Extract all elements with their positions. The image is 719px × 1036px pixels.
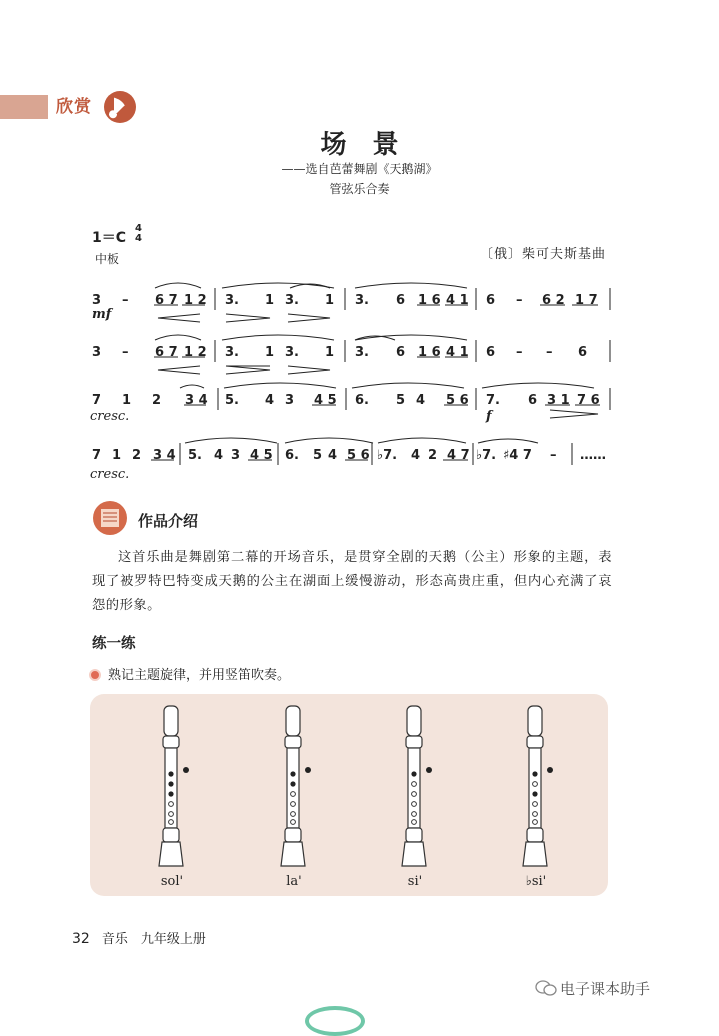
svg-text:5: 5 (313, 448, 323, 463)
svg-text:♭7.: ♭7. (377, 448, 398, 463)
svg-text:4: 4 (416, 393, 426, 408)
note-label: sol' (160, 874, 184, 889)
svg-text:1: 1 (265, 345, 275, 360)
svg-text:–: – (122, 345, 129, 360)
svg-text:7: 7 (92, 448, 102, 463)
svg-text:4: 4 (411, 448, 421, 463)
score-icon (92, 500, 128, 536)
svg-text:6: 6 (486, 293, 496, 308)
ending-ellipsis: …… (580, 448, 606, 463)
svg-text:5.: 5. (188, 448, 202, 463)
composer: 〔俄〕柴可夫斯基曲 (480, 247, 607, 262)
svg-text:6: 6 (578, 345, 588, 360)
intro-text: 这首乐曲是舞剧第二幕的开场音乐，是贯穿全剧的天鹅（公主）形象的主题，表现了被罗特巴特变成天鹅的公主在湖面上缓慢游动，形态高贵庄重，但内心充满了哀怨的形象。 (92, 550, 612, 613)
recorder-icon (516, 704, 556, 874)
section-label: 欣赏 (56, 97, 92, 117)
svg-text:6.: 6. (355, 393, 369, 408)
note-label: la' (286, 874, 302, 889)
dynamic-cresc: cresc. (90, 409, 130, 424)
recorder-icon (152, 704, 192, 874)
svg-text:1: 1 (265, 293, 275, 308)
wechat-icon (535, 979, 557, 997)
dynamic-f: f (486, 409, 492, 424)
dynamic-mf: mf (92, 307, 112, 322)
svg-text:4: 4 (214, 448, 224, 463)
bullet-icon (89, 669, 101, 681)
svg-text:3: 3 (92, 293, 102, 308)
note-label: ♭si' (525, 874, 547, 889)
recorder-icon (274, 704, 314, 874)
svg-text:3 1: 3 1 (547, 393, 570, 408)
watermark: 电子课本助手 (560, 980, 651, 998)
svg-text:6 7: 6 7 (155, 293, 178, 308)
svg-text:6.: 6. (285, 448, 299, 463)
svg-text:4 5: 4 5 (314, 393, 337, 408)
svg-text:3.: 3. (355, 293, 369, 308)
key-signature: 1＝C (92, 230, 127, 246)
genre: 管弦乐合奏 (329, 182, 390, 196)
svg-text:1 2: 1 2 (184, 293, 207, 308)
fingering-panel (90, 694, 608, 896)
svg-text:1 2: 1 2 (184, 345, 207, 360)
jianpu-score (0, 270, 719, 500)
svg-text:1: 1 (122, 393, 132, 408)
svg-text:2: 2 (428, 448, 438, 463)
svg-text:7.: 7. (486, 393, 500, 408)
svg-text:♭7.: ♭7. (476, 448, 497, 463)
svg-text:3: 3 (92, 345, 102, 360)
svg-text:5 6: 5 6 (446, 393, 469, 408)
svg-text:–: – (122, 293, 129, 308)
svg-text:♯4 7: ♯4 7 (503, 448, 532, 463)
svg-text:–: – (546, 345, 553, 360)
tempo-marking: 中板 (95, 252, 120, 266)
recorder-icon (395, 704, 435, 874)
subtitle: ——选自芭蕾舞剧《天鹅湖》 (281, 162, 438, 176)
svg-text:3.: 3. (285, 293, 299, 308)
svg-text:3 4: 3 4 (153, 448, 176, 463)
time-signature: 4 4 (135, 223, 142, 244)
practice-heading: 练一练 (92, 636, 136, 652)
svg-text:6: 6 (396, 345, 406, 360)
note-label: si' (407, 874, 423, 889)
bottom-decoration (305, 1006, 365, 1036)
intro-heading: 作品介绍 (138, 512, 199, 530)
svg-text:5.: 5. (225, 393, 239, 408)
svg-text:–: – (516, 345, 523, 360)
svg-text:1 6: 1 6 (418, 345, 441, 360)
svg-text:6 7: 6 7 (155, 345, 178, 360)
svg-text:1 7: 1 7 (575, 293, 598, 308)
svg-text:4 1: 4 1 (446, 345, 469, 360)
book-title: 音乐 九年级上册 (101, 932, 206, 947)
svg-text:3: 3 (231, 448, 241, 463)
svg-text:6 2: 6 2 (542, 293, 565, 308)
practice-task: 熟记主题旋律，并用竖笛吹奏。 (108, 668, 291, 683)
svg-text:7 6: 7 6 (577, 393, 600, 408)
svg-text:3 4: 3 4 (185, 393, 208, 408)
svg-text:4 1: 4 1 (446, 293, 469, 308)
page-number: 32 (72, 931, 90, 947)
music-note-icon (103, 90, 137, 124)
svg-text:3.: 3. (355, 345, 369, 360)
page-footer (72, 928, 206, 947)
svg-text:1: 1 (112, 448, 122, 463)
section-tab-bar (0, 95, 48, 119)
svg-text:6: 6 (396, 293, 406, 308)
svg-text:7: 7 (92, 393, 102, 408)
svg-text:3.: 3. (285, 345, 299, 360)
svg-text:3.: 3. (225, 345, 239, 360)
svg-text:6: 6 (528, 393, 538, 408)
svg-text:1 6: 1 6 (418, 293, 441, 308)
svg-text:4: 4 (328, 448, 338, 463)
svg-text:3.: 3. (225, 293, 239, 308)
svg-text:3: 3 (285, 393, 295, 408)
svg-text:–: – (550, 448, 557, 463)
svg-text:4 7: 4 7 (447, 448, 470, 463)
svg-text:5: 5 (396, 393, 406, 408)
page-title: 场景 (320, 130, 425, 160)
svg-text:5 6: 5 6 (347, 448, 370, 463)
svg-text:6: 6 (486, 345, 496, 360)
svg-text:2: 2 (152, 393, 162, 408)
svg-text:1: 1 (325, 345, 335, 360)
svg-text:1: 1 (325, 293, 335, 308)
svg-text:4: 4 (265, 393, 275, 408)
svg-text:–: – (516, 293, 523, 308)
svg-text:2: 2 (132, 448, 142, 463)
dynamic-cresc-2: cresc. (90, 467, 130, 482)
svg-text:4 5: 4 5 (250, 448, 273, 463)
